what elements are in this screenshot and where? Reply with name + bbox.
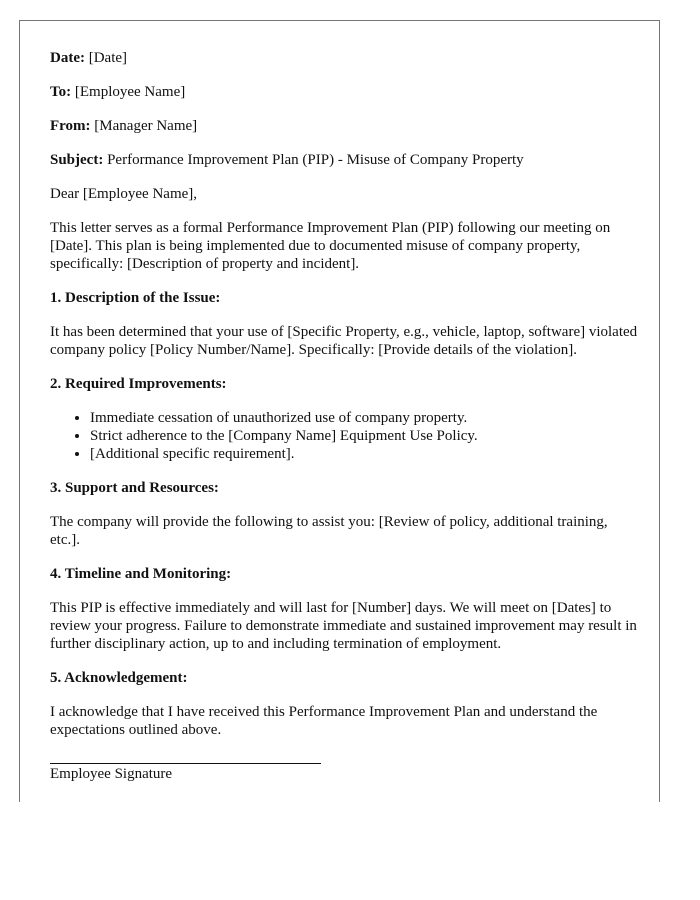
subject-value: Performance Improvement Plan (PIP) - Misuse of Company Property xyxy=(107,152,524,168)
date-label: Date: xyxy=(50,50,85,66)
support-heading: 3. Support and Resources: xyxy=(50,480,219,496)
to-line xyxy=(50,83,640,101)
issue-heading: 1. Description of the Issue: xyxy=(50,290,221,306)
issue-body: It has been determined that your use of [Specific Property, e.g., vehicle, laptop, software] violated company policy [Policy Number/Name]. Specifically: [Provide details of the violation]. xyxy=(50,324,638,358)
list-item: • [Additional specific requirement]. xyxy=(90,445,640,463)
from-line xyxy=(50,117,640,135)
improvements-heading: 2. Required Improvements: xyxy=(50,376,227,392)
letter-content xyxy=(50,49,640,783)
acknowledgement-heading: 5. Acknowledgement: xyxy=(50,670,188,686)
date-value: [Date] xyxy=(88,50,128,66)
employee-signature-line xyxy=(50,763,321,783)
to-value: [Employee Name] xyxy=(74,84,186,100)
from-value: [Manager Name] xyxy=(94,118,198,134)
list-item: • Immediate cessation of unauthorized use of company property. xyxy=(90,409,640,427)
to-label: To: xyxy=(50,84,72,100)
subject-line xyxy=(50,151,640,169)
intro-paragraph: This letter serves as a formal Performance Improvement Plan (PIP) following our meeting on [Date]. This plan is being implemented due to documented misuse of company property, specifically: [Description of property and incident]. xyxy=(50,220,611,272)
employee-signature-label: Employee Signature xyxy=(50,766,173,782)
list-item: • Strict adherence to the [Company Name] Equipment Use Policy. xyxy=(90,427,640,445)
support-body: The company will provide the following to assist you: [Review of policy, additional training, etc.]. xyxy=(50,514,608,548)
timeline-body: This PIP is effective immediately and will last for [Number] days. We will meet on [Dates] to review your progress. Failure to demonstrate immediate and sustained improvement may result in further disciplinary action, up to and including termination of employment. xyxy=(50,600,637,652)
salutation: Dear [Employee Name], xyxy=(50,186,198,202)
letter-page xyxy=(19,20,660,802)
acknowledgement-body: I acknowledge that I have received this Performance Improvement Plan and understand the expectations outlined above. xyxy=(50,704,598,738)
subject-label: Subject: xyxy=(50,152,104,168)
date-line xyxy=(50,49,640,67)
timeline-heading: 4. Timeline and Monitoring: xyxy=(50,566,232,582)
improvements-list xyxy=(50,409,640,463)
from-label: From: xyxy=(50,118,91,134)
